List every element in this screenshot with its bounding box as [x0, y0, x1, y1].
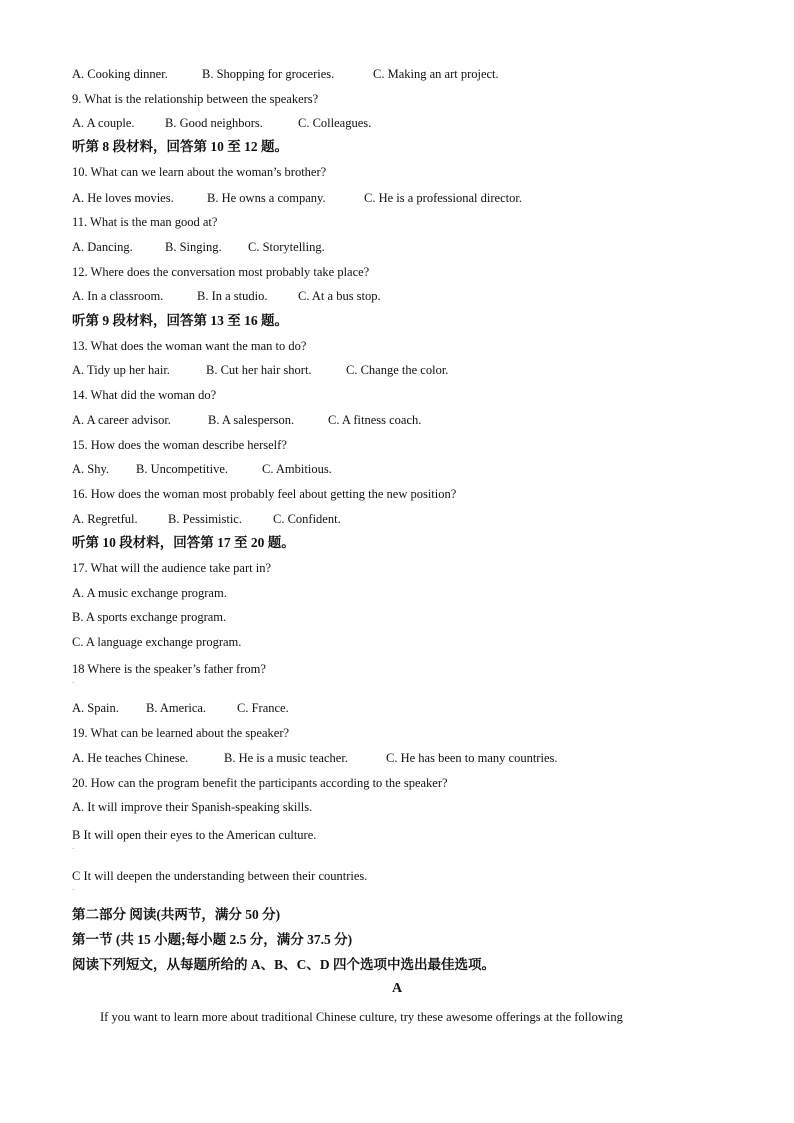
- q18-tick-mark: ·: [72, 679, 75, 687]
- section10-header: 听第 10 段材料，回答第 17 至 20 题。: [72, 535, 295, 550]
- section8-header: 听第 8 段材料，回答第 10 至 12 题。: [72, 139, 288, 154]
- q12-option-a: A. In a classroom.: [72, 289, 164, 303]
- part2-title: 第二部分 阅读(共两节，满分 50 分): [72, 907, 281, 922]
- q9-option-b: B. Good neighbors.: [165, 116, 263, 130]
- q13-option-c: C. Change the color.: [346, 363, 449, 377]
- q15-option-a: A. Shy.: [72, 462, 110, 476]
- q18-option-c: C. France.: [237, 701, 289, 715]
- q17-option-a: A. A music exchange program.: [72, 586, 227, 600]
- q9-stem: 9. What is the relationship between the speakers?: [72, 92, 319, 106]
- passage-label: A: [391, 981, 403, 996]
- q17-option-c: C. A language exchange program.: [72, 635, 242, 649]
- q11-option-b: B. Singing.: [165, 240, 222, 254]
- q16-option-c: C. Confident.: [273, 512, 341, 526]
- q15-stem: 15. How does the woman describe herself?: [72, 438, 287, 452]
- instruction: 阅读下列短文，从每题所给的 A、B、C、D 四个选项中选出最佳选项。: [72, 957, 496, 972]
- q10-option-c: C. He is a professional director.: [364, 191, 522, 205]
- q10-stem: 10. What can we learn about the woman’s brother?: [72, 165, 327, 179]
- q19-option-c: C. He has been to many countries.: [386, 751, 558, 765]
- q20-option-a: A. It will improve their Spanish-speaking skills.: [72, 800, 313, 814]
- q14-stem: 14. What did the woman do?: [72, 388, 217, 402]
- q20-stem: 20. How can the program benefit the participants according to the speaker?: [72, 776, 448, 790]
- q18-option-b: B. America.: [146, 701, 207, 715]
- q13-options: [72, 362, 448, 378]
- q20c-tick-mark: ·: [72, 886, 75, 894]
- q13-option-a: A. Tidy up her hair.: [72, 363, 170, 377]
- q20-option-b: B It will open their eyes to the American culture.: [72, 828, 317, 842]
- q20-option-c: C It will deepen the understanding between their countries.: [72, 869, 368, 883]
- q17-option-b: B. A sports exchange program.: [72, 610, 227, 624]
- q13-option-b: B. Cut her hair short.: [206, 363, 312, 377]
- q14-option-c: C. A fitness coach.: [328, 413, 422, 427]
- q9-option-a: A. A couple.: [72, 116, 135, 130]
- q18-stem: 18 Where is the speaker’s father from?: [72, 662, 266, 676]
- q19-option-a: A. He teaches Chinese.: [72, 751, 189, 765]
- q11-option-a: A. Dancing.: [72, 240, 133, 254]
- q14-option-b: B. A salesperson.: [208, 413, 295, 427]
- q10-option-b: B. He owns a company.: [207, 191, 326, 205]
- q16-option-b: B. Pessimistic.: [168, 512, 242, 526]
- q19-options: [72, 750, 557, 766]
- q12-option-c: C. At a bus stop.: [298, 289, 381, 303]
- q14-options: [72, 412, 421, 428]
- q8-option-a: A. Cooking dinner.: [72, 67, 168, 81]
- q18-option-a: A. Spain.: [72, 701, 119, 715]
- q16-stem: 16. How does the woman most probably feel about getting the new position?: [72, 487, 457, 501]
- q10-options: [72, 190, 522, 206]
- q16-option-a: A. Regretful.: [72, 512, 138, 526]
- section1-title: 第一节 (共 15 小题;每小题 2.5 分，满分 37.5 分): [72, 932, 353, 947]
- q17-stem: 17. What will the audience take part in?: [72, 561, 271, 575]
- q11-stem: 11. What is the man good at?: [72, 215, 218, 229]
- q11-options: [72, 239, 325, 255]
- q18-options: [72, 700, 289, 716]
- q15-option-b: B. Uncompetitive.: [136, 462, 228, 476]
- q8-option-b: B. Shopping for groceries.: [202, 67, 335, 81]
- q19-option-b: B. He is a music teacher.: [224, 751, 348, 765]
- q10-option-a: A. He loves movies.: [72, 191, 174, 205]
- section9-header: 听第 9 段材料，回答第 13 至 16 题。: [72, 313, 288, 328]
- q12-options: [72, 288, 381, 304]
- q20b-tick-mark: ·: [72, 845, 75, 853]
- q9-option-c: C. Colleagues.: [298, 116, 372, 130]
- q12-option-b: B. In a studio.: [197, 289, 268, 303]
- q15-option-c: C. Ambitious.: [262, 462, 332, 476]
- q8-options: [72, 66, 499, 82]
- q16-options: [72, 511, 341, 527]
- q9-options: [72, 115, 371, 131]
- passage-first-line: If you want to learn more about traditional Chinese culture, try these awesome offerings at the following: [100, 1010, 623, 1024]
- q13-stem: 13. What does the woman want the man to do?: [72, 339, 307, 353]
- q14-option-a: A. A career advisor.: [72, 413, 171, 427]
- q12-stem: 12. Where does the conversation most probably take place?: [72, 265, 370, 279]
- q15-options: [72, 461, 332, 477]
- q11-option-c: C. Storytelling.: [248, 240, 325, 254]
- q8-option-c: C. Making an art project.: [373, 67, 499, 81]
- q19-stem: 19. What can be learned about the speaker?: [72, 726, 290, 740]
